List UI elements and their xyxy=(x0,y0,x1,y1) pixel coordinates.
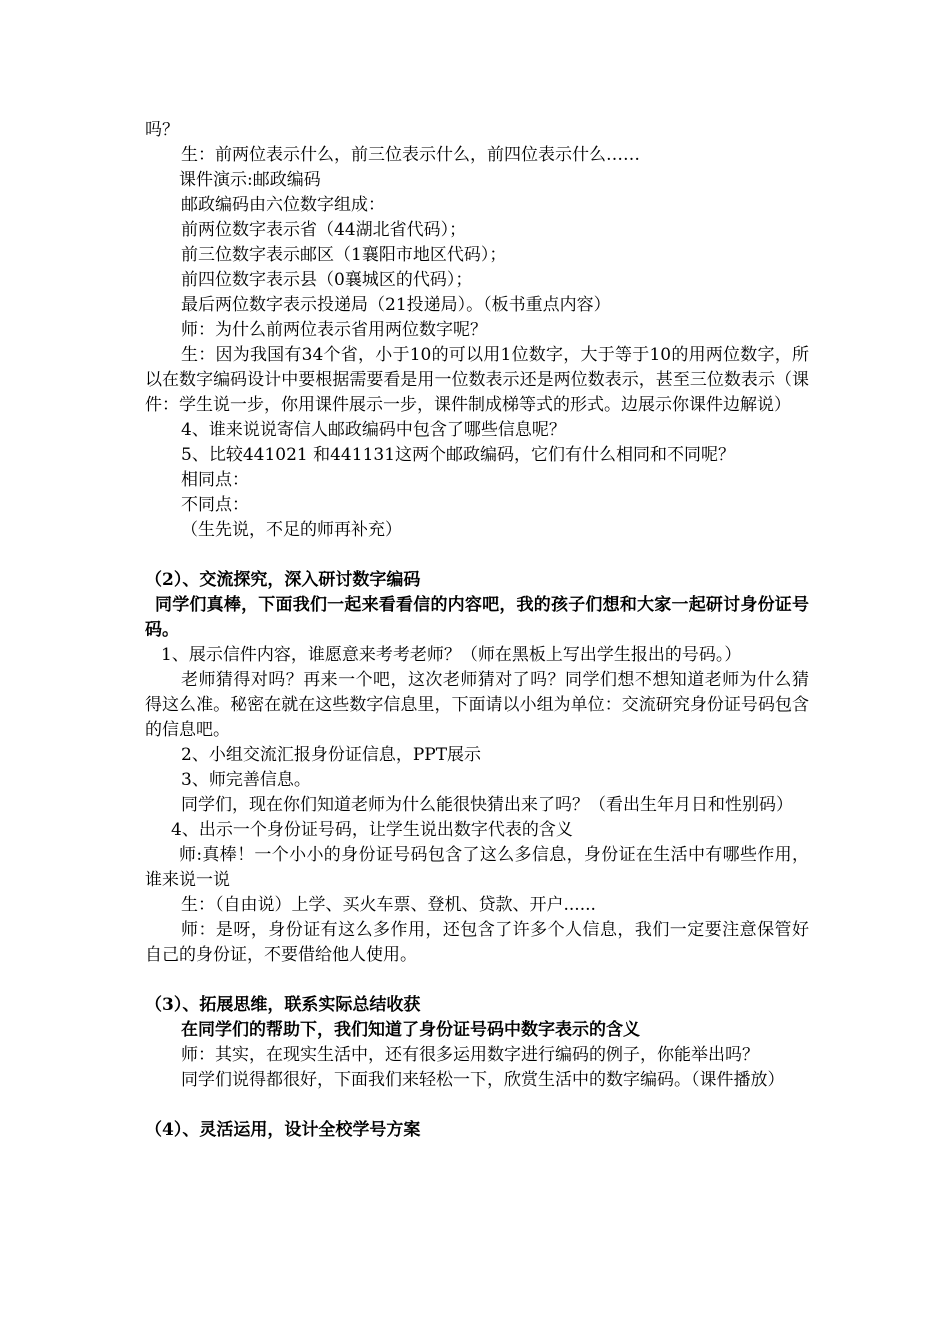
paragraph: 老师猜得对吗？再来一个吧，这次老师猜对了吗？同学们想不想知道老师为什么猜得这么准。秘密在就在这些数字信息里，下面请以小组为单位：交流研究身份证号码包含的信息吧。 xyxy=(145,670,809,740)
section-heading: （4）、灵活运用，设计全校学号方案 xyxy=(145,1120,421,1140)
paragraph: 在同学们的帮助下，我们知道了身份证号码中数字表示的含义 xyxy=(181,1020,640,1040)
document-body xyxy=(145,118,809,1143)
paragraph: 生：前两位表示什么，前三位表示什么，前四位表示什么…… xyxy=(181,145,640,165)
paragraph: 最后两位数字表示投递局（21投递局）。（板书重点内容） xyxy=(181,295,611,315)
paragraph: 不同点： xyxy=(181,495,249,515)
paragraph: 1、展示信件内容，谁愿意来考考老师？（师在黑板上写出学生报出的号码。） xyxy=(161,645,742,665)
paragraph: 前两位数字表示省（44湖北省代码）； xyxy=(181,220,467,240)
paragraph: 邮政编码由六位数字组成： xyxy=(181,195,385,215)
paragraph: （生先说，不足的师再补充） xyxy=(181,520,402,540)
paragraph: 师：是呀，身份证有这么多作用，还包含了许多个人信息，我们一定要注意保管好自己的身份证，不要借给他人使用。 xyxy=(145,920,809,965)
paragraph: 同学们说得都很好，下面我们来轻松一下，欣赏生活中的数字编码。（课件播放） xyxy=(181,1070,785,1090)
section-heading: （3）、拓展思维，联系实际总结收获 xyxy=(145,995,421,1015)
paragraph: 师：其实，在现实生活中，还有很多运用数字进行编码的例子，你能举出吗？ xyxy=(181,1045,759,1065)
paragraph: 师：为什么前两位表示省用两位数字呢？ xyxy=(181,320,487,340)
paragraph: 4、出示一个身份证号码，让学生说出数字代表的含义 xyxy=(171,820,573,840)
paragraph: 前四位数字表示县（0襄城区的代码）； xyxy=(181,270,473,290)
paragraph: 3、师完善信息。 xyxy=(181,770,311,790)
blank-line xyxy=(145,1093,809,1118)
paragraph: 生：（自由说）上学、买火车票、登机、贷款、开户...... xyxy=(181,895,596,915)
blank-line xyxy=(145,968,809,993)
paragraph: 同学们，现在你们知道老师为什么能很快猜出来了吗？（看出生年月日和性别码） xyxy=(181,795,793,815)
paragraph: 前三位数字表示邮区（1襄阳市地区代码）； xyxy=(181,245,507,265)
paragraph: 相同点： xyxy=(181,470,249,490)
paragraph: 课件演示:邮政编码 xyxy=(179,170,321,190)
paragraph: 师:真棒！一个小小的身份证号码包含了这么多信息，身份证在生活中有哪些作用，谁来说一说 xyxy=(145,845,809,890)
paragraph: 吗？ xyxy=(145,120,179,140)
blank-line xyxy=(145,543,809,568)
paragraph: 生：因为我国有34个省，小于10的可以用1位数字，大于等于10的用两位数字，所以在数字编码设计中要根据需要看是用一位数表示还是两位数表示，甚至三位数表示（课件：学生说一步，你用课件展示一步，课件制成梯等式的形式。边展示你课件边解说） xyxy=(145,345,809,415)
paragraph: 2、小组交流汇报身份证信息，PPT展示 xyxy=(181,745,482,765)
paragraph: 同学们真棒，下面我们一起来看看信的内容吧，我的孩子们想和大家一起研讨身份证号码。 xyxy=(145,595,809,640)
paragraph: 5、比较441021 和441131这两个邮政编码，它们有什么相同和不同呢？ xyxy=(181,445,736,465)
section-heading: （2）、交流探究，深入研讨数字编码 xyxy=(145,570,421,590)
paragraph: 4、谁来说说寄信人邮政编码中包含了哪些信息呢？ xyxy=(181,420,566,440)
